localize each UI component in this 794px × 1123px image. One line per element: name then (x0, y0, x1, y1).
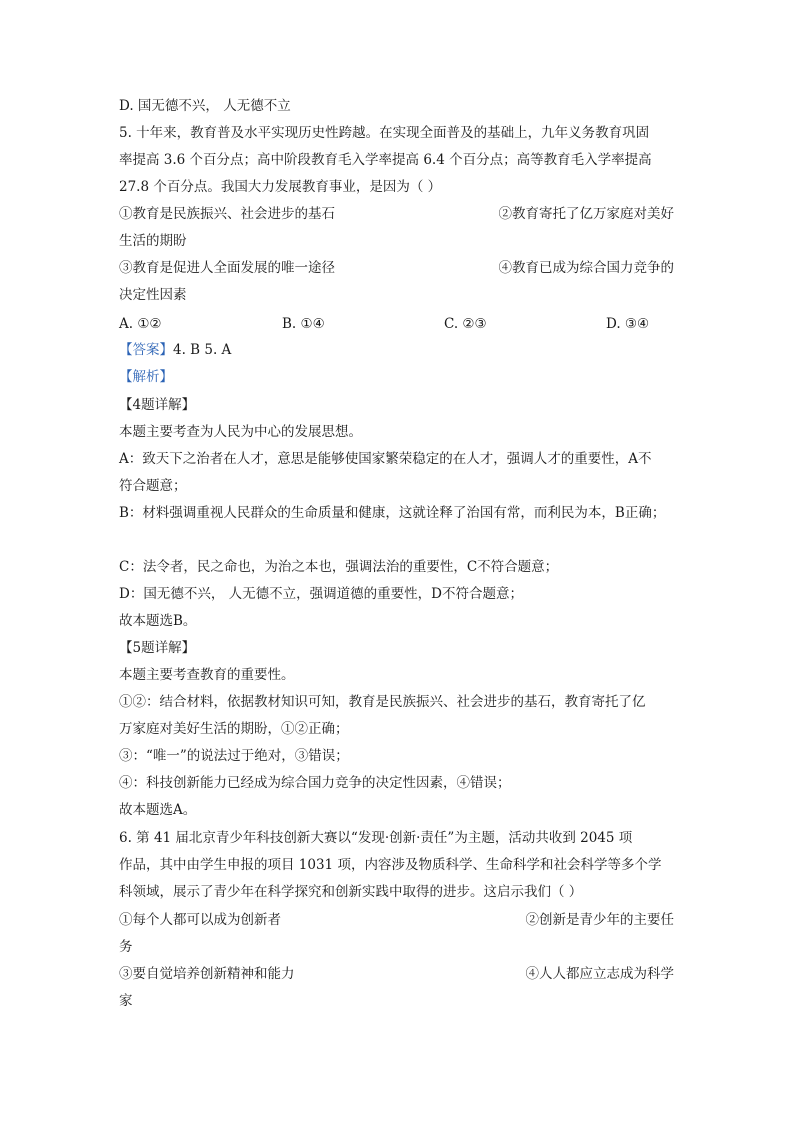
statement-1: ①教育是民族振兴、社会进步的基石 (119, 206, 335, 222)
q5-analysis-line: ①②：结合材料，依据教材知识可知，教育是民族振兴、社会进步的基石，教育寄托了亿 (119, 694, 646, 710)
choice-b: B. ①④ (282, 316, 325, 332)
choice-c: C. ②③ (444, 316, 487, 332)
q5-conclusion: 故本题选A。 (119, 802, 197, 818)
choice-d: D. ③④ (606, 316, 650, 332)
q4-analysis-line: 符合题意； (119, 478, 187, 494)
question-6-stem: 作品，其中由学生申报的项目 1031 项，内容涉及物质科学、生命科学和社会科学等多个学 (119, 857, 662, 873)
q5-analysis-line: 本题主要考查教育的重要性。 (119, 667, 295, 683)
option-d-line: D. 国无德不兴， 人无德不立 (119, 98, 291, 114)
q4-detail-heading: 【4题详解】 (119, 397, 196, 413)
q6-statement-2: ②创新是青少年的主要任 (525, 912, 674, 928)
q4-analysis-line: 本题主要考查为人民为中心的发展思想。 (119, 424, 362, 440)
answer-heading: 【答案】 (119, 342, 173, 358)
q4-analysis-line: D：国无德不兴， 人无德不立，强调道德的重要性，D不符合题意； (119, 586, 523, 602)
q5-analysis-line: ③：“唯一”的说法过于绝对，③错误； (119, 748, 349, 764)
q5-analysis-line: 万家庭对美好生活的期盼，①②正确； (119, 721, 349, 737)
question-5-stem: 率提高 3.6 个百分点；高中阶段教育毛入学率提高 6.4 个百分点；高等教育毛入学率提高 (119, 152, 652, 168)
q4-analysis-line: B：材料强调重视人民群众的生命质量和健康，这就诠释了治国有常，而利民为本，B正确； (119, 505, 666, 521)
q6-statement-3: ③要自觉培养创新精神和能力 (119, 966, 295, 982)
statement-2: ②教育寄托了亿万家庭对美好 (498, 206, 674, 222)
statement-2-cont: 生活的期盼 (119, 233, 187, 249)
question-6-stem: 科领域，展示了青少年在科学探究和创新实践中取得的进步。这启示我们（ ） (119, 884, 583, 900)
q6-statement-4-cont: 家 (119, 993, 133, 1009)
q6-statement-2-cont: 务 (119, 939, 133, 955)
q5-analysis-line: ④：科技创新能力已经成为综合国力竞争的决定性因素，④错误； (119, 775, 511, 791)
q4-analysis-line: C：法令者，民之命也，为治之本也，强调法治的重要性，C不符合题意； (119, 559, 559, 575)
q4-analysis-line: A：致天下之治者在人才，意思是能够使国家繁荣稳定的在人才，强调人才的重要性，A不 (119, 451, 652, 467)
statement-4-cont: 决定性因素 (119, 287, 187, 303)
q6-statement-1: ①每个人都可以成为创新者 (119, 912, 281, 928)
question-5-stem: 5. 十年来，教育普及水平实现历史性跨越。在实现全面普及的基础上，九年义务教育巩固 (119, 125, 650, 141)
statement-3: ③教育是促进人全面发展的唯一途径 (119, 260, 335, 276)
question-5-stem: 27.8 个百分点。我国大力发展教育事业，是因为（ ） (119, 179, 442, 195)
answer-values: 4. B 5. A (173, 342, 232, 358)
q4-conclusion: 故本题选B。 (119, 613, 197, 629)
q5-detail-heading: 【5题详解】 (119, 640, 196, 656)
question-6-stem: 6. 第 41 届北京青少年科技创新大赛以“发现·创新·责任”为主题，活动共收到 2045 项 (119, 830, 633, 846)
statement-4: ④教育已成为综合国力竞争的 (498, 260, 674, 276)
analysis-heading: 【解析】 (119, 369, 173, 385)
q6-statement-4: ④人人都应立志成为科学 (525, 966, 674, 982)
answer-line (119, 340, 231, 360)
choice-a: A. ①② (119, 316, 162, 332)
